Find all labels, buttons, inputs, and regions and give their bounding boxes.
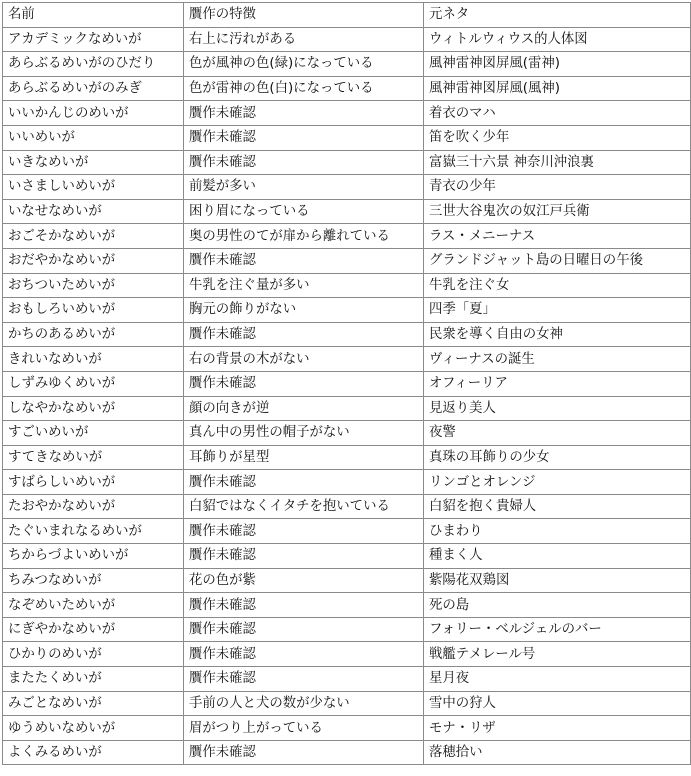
table-row (3, 494, 691, 519)
table-row (3, 544, 691, 569)
cell-feature: 贋作未確認 (184, 150, 424, 175)
cell-feature: 贋作未確認 (184, 617, 424, 642)
cell-feature: 眉がつり上がっている (184, 716, 424, 741)
cell-name: すてきなめいが (3, 445, 184, 470)
cell-name: たぐいまれなるめいが (3, 519, 184, 544)
table-row (3, 642, 691, 667)
cell-source: 三世大谷鬼次の奴江戸兵衛 (424, 199, 691, 224)
table-row (3, 617, 691, 642)
cell-name: いなせなめいが (3, 199, 184, 224)
cell-source: 笛を吹く少年 (424, 125, 691, 150)
table-row (3, 691, 691, 716)
cell-name: すばらしいめいが (3, 470, 184, 495)
cell-name: きれいなめいが (3, 347, 184, 372)
table-row (3, 445, 691, 470)
cell-feature: 耳飾りが星型 (184, 445, 424, 470)
cell-name: おちついためいが (3, 273, 184, 298)
cell-source: 民衆を導く自由の女神 (424, 322, 691, 347)
cell-feature: 色が雷神の色(白)になっている (184, 76, 424, 101)
cell-feature: 贋作未確認 (184, 667, 424, 692)
cell-source: 真珠の耳飾りの少女 (424, 445, 691, 470)
cell-name: またたくめいが (3, 667, 184, 692)
cell-source: リンゴとオレンジ (424, 470, 691, 495)
cell-feature: 右の背景の木がない (184, 347, 424, 372)
table-row (3, 298, 691, 323)
table-row (3, 76, 691, 101)
cell-feature: 贋作未確認 (184, 322, 424, 347)
cell-source: 星月夜 (424, 667, 691, 692)
header-feature: 贋作の特徴 (184, 3, 424, 28)
cell-source: 四季「夏」 (424, 298, 691, 323)
cell-feature: 贋作未確認 (184, 740, 424, 765)
cell-source: 死の島 (424, 593, 691, 618)
cell-feature: 贋作未確認 (184, 593, 424, 618)
table-row (3, 371, 691, 396)
cell-name: いいかんじのめいが (3, 101, 184, 126)
cell-source: ラス・メニーナス (424, 224, 691, 249)
cell-source: 富嶽三十六景 神奈川沖浪裏 (424, 150, 691, 175)
cell-source: 着衣のマハ (424, 101, 691, 126)
cell-feature: 顔の向きが逆 (184, 396, 424, 421)
cell-source: オフィーリア (424, 371, 691, 396)
table-row (3, 199, 691, 224)
cell-source: 風神雷神図屏風(雷神) (424, 52, 691, 77)
table-row (3, 568, 691, 593)
cell-name: しずみゆくめいが (3, 371, 184, 396)
cell-name: ちからづよいめいが (3, 544, 184, 569)
cell-feature: 贋作未確認 (184, 248, 424, 273)
cell-source: 戦艦テメレール号 (424, 642, 691, 667)
table-row (3, 716, 691, 741)
table-row (3, 322, 691, 347)
header-name: 名前 (3, 3, 184, 28)
table-row (3, 175, 691, 200)
cell-feature: 白貂ではなくイタチを抱いている (184, 494, 424, 519)
cell-name: おもしろいめいが (3, 298, 184, 323)
cell-name: アカデミックなめいが (3, 27, 184, 52)
cell-name: いさましいめいが (3, 175, 184, 200)
table-row (3, 593, 691, 618)
cell-name: すごいめいが (3, 421, 184, 446)
cell-feature: 困り眉になっている (184, 199, 424, 224)
cell-feature: 右上に汚れがある (184, 27, 424, 52)
cell-source: 紫陽花双鶏図 (424, 568, 691, 593)
cell-name: あらぶるめいがのみぎ (3, 76, 184, 101)
table-row (3, 150, 691, 175)
cell-feature: 牛乳を注ぐ量が多い (184, 273, 424, 298)
cell-source: ヴィーナスの誕生 (424, 347, 691, 372)
table-row (3, 740, 691, 765)
cell-feature: 贋作未確認 (184, 101, 424, 126)
table-row (3, 101, 691, 126)
cell-name: いいめいが (3, 125, 184, 150)
cell-feature: 贋作未確認 (184, 519, 424, 544)
cell-name: あらぶるめいがのひだり (3, 52, 184, 77)
cell-source: 青衣の少年 (424, 175, 691, 200)
cell-name: たおやかなめいが (3, 494, 184, 519)
cell-name: にぎやかなめいが (3, 617, 184, 642)
cell-feature: 前髪が多い (184, 175, 424, 200)
cell-source: ウィトルウィウス的人体図 (424, 27, 691, 52)
cell-name: よくみるめいが (3, 740, 184, 765)
cell-source: 風神雷神図屏風(風神) (424, 76, 691, 101)
cell-feature: 手前の人と犬の数が少ない (184, 691, 424, 716)
cell-feature: 真ん中の男性の帽子がない (184, 421, 424, 446)
artwork-table (2, 2, 691, 765)
header-source: 元ネタ (424, 3, 691, 28)
cell-source: 落穂拾い (424, 740, 691, 765)
table-row (3, 421, 691, 446)
cell-feature: 色が風神の色(緑)になっている (184, 52, 424, 77)
cell-name: いきなめいが (3, 150, 184, 175)
cell-name: ゆうめいなめいが (3, 716, 184, 741)
table-row (3, 347, 691, 372)
cell-name: ひかりのめいが (3, 642, 184, 667)
cell-name: おだやかなめいが (3, 248, 184, 273)
cell-source: 白貂を抱く貴婦人 (424, 494, 691, 519)
cell-source: 牛乳を注ぐ女 (424, 273, 691, 298)
cell-name: おごそかなめいが (3, 224, 184, 249)
cell-source: 雪中の狩人 (424, 691, 691, 716)
cell-name: かちのあるめいが (3, 322, 184, 347)
cell-feature: 花の色が紫 (184, 568, 424, 593)
table-row (3, 52, 691, 77)
table-row (3, 248, 691, 273)
cell-source: 夜警 (424, 421, 691, 446)
table-row (3, 519, 691, 544)
cell-feature: 奥の男性のてが扉から離れている (184, 224, 424, 249)
cell-source: フォリー・ベルジェルのバー (424, 617, 691, 642)
cell-source: モナ・リザ (424, 716, 691, 741)
cell-feature: 贋作未確認 (184, 371, 424, 396)
cell-name: なぞめいためいが (3, 593, 184, 618)
table-row (3, 125, 691, 150)
cell-feature: 贋作未確認 (184, 470, 424, 495)
header-row (3, 3, 691, 28)
table-row (3, 224, 691, 249)
table-row (3, 273, 691, 298)
cell-feature: 贋作未確認 (184, 544, 424, 569)
cell-source: 見返り美人 (424, 396, 691, 421)
cell-feature: 胸元の飾りがない (184, 298, 424, 323)
cell-source: ひまわり (424, 519, 691, 544)
table-row (3, 470, 691, 495)
cell-source: 種まく人 (424, 544, 691, 569)
table-row (3, 27, 691, 52)
cell-feature: 贋作未確認 (184, 642, 424, 667)
table-row (3, 667, 691, 692)
cell-source: グランドジャット島の日曜日の午後 (424, 248, 691, 273)
cell-feature: 贋作未確認 (184, 125, 424, 150)
cell-name: みごとなめいが (3, 691, 184, 716)
table-row (3, 396, 691, 421)
cell-name: ちみつなめいが (3, 568, 184, 593)
cell-name: しなやかなめいが (3, 396, 184, 421)
